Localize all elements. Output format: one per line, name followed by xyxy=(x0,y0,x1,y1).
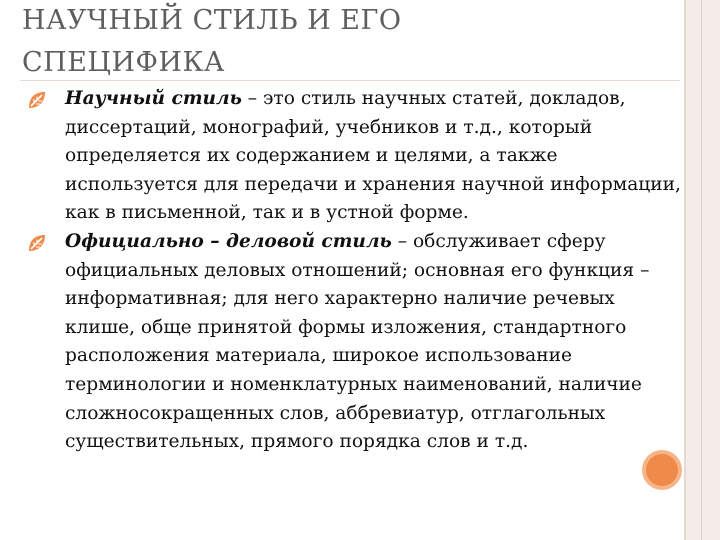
frame-inner-line xyxy=(701,0,702,540)
title-divider xyxy=(20,80,680,81)
title-line-1: НАУЧНЫЙ СТИЛЬ И ЕГО xyxy=(22,5,402,36)
decorative-orange-circle xyxy=(642,450,682,490)
bullet-item-official-business-style xyxy=(28,228,683,457)
term-official-business-style: Официально – деловой стиль xyxy=(65,230,392,252)
definition-scientific-style: – это стиль научных статей, докладов, диссертаций, монографий, учебников и т.д., который определяется их содержанием и целями, а также используется для передачи и хранения научной информации, как в письменной, так и в устной форме. xyxy=(65,88,681,224)
bullet-list xyxy=(28,85,683,457)
title-line-2: СПЕЦИФИКА xyxy=(22,47,225,78)
definition-official-business-style: – обслуживает сферу официальных деловых отношений; основная его функция – информативная; для него характерно наличие речевых клише, обще принятой формы изложения, стандартного расположения материала, широкое использование терминологии и номенклатурных наименований, наличие сложносокращенных слов, аббревиатур, отглагольных существительных, прямого порядка слов и т.д. xyxy=(65,230,650,453)
orange-leaf-bullet-icon xyxy=(28,91,46,109)
slide-title xyxy=(22,0,662,84)
orange-leaf-bullet-icon xyxy=(28,234,46,252)
slide-frame-border xyxy=(686,0,720,540)
bullet-item-scientific-style xyxy=(28,85,683,228)
term-scientific-style: Научный стиль xyxy=(65,88,242,109)
